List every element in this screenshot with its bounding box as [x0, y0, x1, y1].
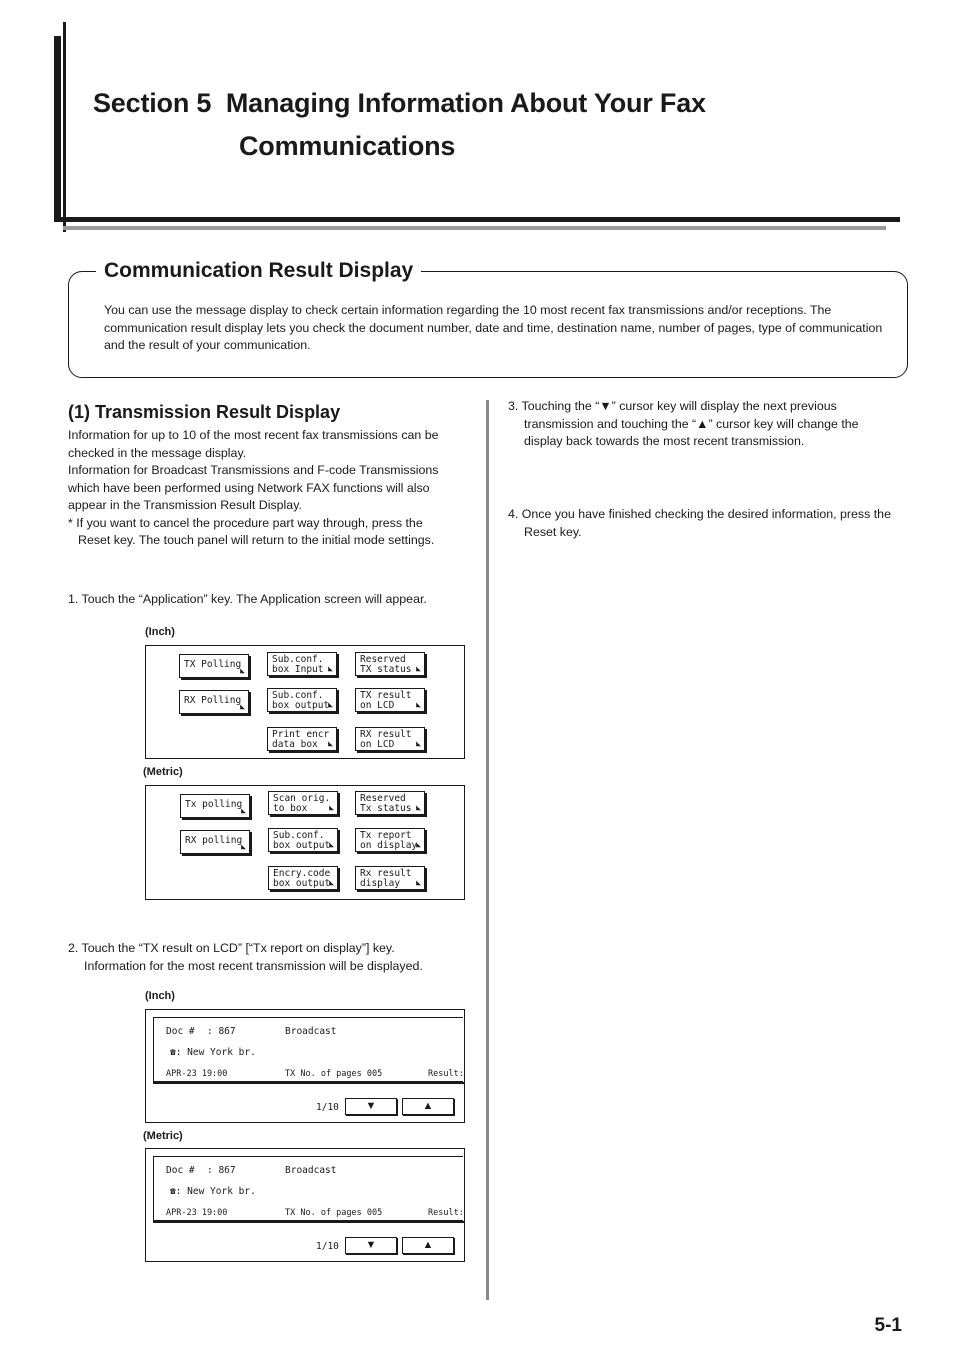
key-rx-polling-label: RX polling: [185, 835, 243, 846]
key-rx-polling[interactable]: [179, 690, 249, 714]
key-label-line2: box output: [272, 700, 330, 711]
section-title: [93, 82, 706, 168]
lcd-inch: [145, 1009, 465, 1123]
key-label-line2: to box: [273, 803, 308, 814]
lcd-date: APR-23 19:00: [166, 1208, 228, 1218]
key-sub-conf-box-input[interactable]: [267, 652, 337, 676]
key-label-line1: Reserved: [360, 793, 406, 804]
key-label-line1: Sub.conf.: [273, 830, 325, 841]
key-label-line1: Sub.conf.: [272, 654, 324, 665]
lcd-doc-number: : 867: [207, 1026, 236, 1037]
left-note-1: * If you want to cancel the procedure part way through, press the: [68, 515, 423, 530]
key-label-line1: TX result: [360, 690, 412, 701]
lcd-shadow: [153, 1221, 464, 1223]
header-rule-grey: [63, 226, 886, 230]
arrow-icon: ◣: [416, 700, 421, 709]
lcd-destination: [170, 1186, 256, 1197]
cursor-up-button[interactable]: [402, 1098, 454, 1115]
metric-key-panel: [145, 785, 465, 900]
key-reserved-tx-status-metric[interactable]: [355, 791, 425, 815]
lcd-result: Result:: [428, 1069, 464, 1079]
step-3-line3: display back towards the most recent transmission.: [524, 434, 805, 448]
lcd-shadow: [153, 1082, 464, 1084]
key-tx-result-on-lcd[interactable]: [355, 688, 425, 712]
arrow-icon: ◣: [240, 666, 245, 675]
lcd-page-count: 1/10: [316, 1241, 339, 1252]
label-metric-lcd: (Metric): [143, 1130, 183, 1142]
key-label-line2: Tx status: [360, 803, 412, 814]
label-inch-keys: (Inch): [145, 626, 175, 638]
step-3: [508, 398, 918, 451]
key-rx-polling-metric[interactable]: [180, 830, 250, 854]
key-tx-polling-metric[interactable]: [180, 794, 250, 818]
key-tx-polling-label: Tx polling: [185, 799, 243, 810]
step-4-line2: Reset key.: [524, 524, 582, 539]
key-label-line1: Print encr: [272, 729, 330, 740]
left-para-1: Information for up to 10 of the most recent fax transmissions can be checked in the message display.: [68, 428, 439, 460]
arrow-icon: ◣: [328, 739, 333, 748]
column-divider: [486, 400, 489, 1300]
key-label-line1: Tx report: [360, 830, 412, 841]
section-title-line2: Communications: [239, 131, 456, 161]
phone-icon: ☎: [170, 1047, 176, 1058]
arrow-icon: ◣: [416, 840, 421, 849]
key-label-line2: data box: [272, 739, 318, 750]
key-label-line2: box output: [273, 878, 331, 889]
lcd-result: Result:: [428, 1208, 464, 1218]
intro-box-text: You can use the message display to check certain information regarding the 10 most recent fax transmissions and/or receptions. The communication result display lets you check the document number, date and time, destination name, number of pages, type of communication and the result of your communication.: [104, 303, 883, 352]
lcd-comm-type: Broadcast: [285, 1026, 337, 1037]
step-4: [508, 506, 918, 541]
cursor-down-button[interactable]: [345, 1098, 397, 1115]
key-rx-result-on-lcd[interactable]: [355, 727, 425, 751]
key-rx-result-display[interactable]: [355, 866, 425, 890]
arrow-icon: ◣: [241, 842, 246, 851]
lcd-destination-text: : New York br.: [175, 1186, 256, 1197]
key-sub-conf-box-output-metric[interactable]: [268, 828, 338, 852]
arrow-icon: ◣: [240, 702, 245, 711]
key-print-encr-data-box[interactable]: [267, 727, 337, 751]
key-tx-polling[interactable]: [179, 654, 249, 678]
arrow-icon: ◣: [329, 840, 334, 849]
down-arrow-icon: ▼: [365, 1239, 377, 1251]
lcd-pages: TX No. of pages 005: [285, 1208, 383, 1218]
label-inch-lcd: (Inch): [145, 990, 175, 1002]
key-label-line1: Scan orig.: [273, 793, 331, 804]
arrow-icon: ◣: [328, 700, 333, 709]
arrow-icon: ◣: [416, 664, 421, 673]
up-arrow-icon: ▲: [422, 1100, 434, 1112]
section-title-line1: Section 5 Managing Information About Your Fax: [93, 88, 706, 118]
key-label-line1: Rx result: [360, 868, 412, 879]
lcd-page-count: 1/10: [316, 1102, 339, 1113]
header-bar-vertical: [54, 36, 61, 220]
step-2-line1: 2. Touch the “TX result on LCD” [“Tx report on display”] key.: [68, 941, 395, 955]
subsection-heading: (1) Transmission Result Display: [68, 402, 341, 422]
inch-key-panel: [145, 645, 465, 759]
key-label-line2: box output: [273, 840, 331, 851]
up-arrow-icon: ▲: [422, 1239, 434, 1251]
arrow-icon: ◣: [416, 878, 421, 887]
key-tx-polling-label: TX Polling: [184, 659, 242, 670]
cursor-up-button[interactable]: [402, 1237, 454, 1254]
arrow-icon: ◣: [329, 803, 334, 812]
key-label-line1: RX result: [360, 729, 412, 740]
key-encry-code-box-output[interactable]: [268, 866, 338, 890]
arrow-icon: ◣: [328, 664, 333, 673]
lcd-destination-text: : New York br.: [175, 1047, 256, 1058]
step-2-line2: Information for the most recent transmission will be displayed.: [84, 958, 423, 973]
key-sub-conf-box-output[interactable]: [267, 688, 337, 712]
key-label-line2: display: [360, 878, 401, 889]
step-2: [68, 940, 423, 975]
arrow-icon: ◣: [329, 878, 334, 887]
key-label-line2: on display: [360, 840, 418, 851]
key-label-line2: box Input: [272, 664, 324, 675]
key-label-line1: Reserved: [360, 654, 406, 665]
arrow-icon: ◣: [416, 739, 421, 748]
key-label-line1: Sub.conf.: [272, 690, 324, 701]
lcd-doc-label: Doc #: [166, 1165, 195, 1176]
step-3-line1: 3. Touching the “▼” cursor key will display the next previous: [508, 399, 837, 413]
header-rule: [54, 217, 900, 222]
left-intro: [68, 427, 468, 550]
step-4-line1: 4. Once you have finished checking the desired information, press the: [508, 507, 891, 521]
lcd-doc-label: Doc #: [166, 1026, 195, 1037]
key-tx-report-on-display[interactable]: [355, 828, 425, 852]
arrow-icon: ◣: [241, 806, 246, 815]
lcd-date: APR-23 19:00: [166, 1069, 228, 1079]
key-reserved-tx-status[interactable]: [355, 652, 425, 676]
down-arrow-icon: ▼: [365, 1100, 377, 1112]
key-label-line2: on LCD: [360, 700, 395, 711]
lcd-metric: [145, 1148, 465, 1262]
lcd-destination: [170, 1047, 256, 1058]
key-label-line2: on LCD: [360, 739, 395, 750]
left-para-2: Information for Broadcast Transmissions and F-code Transmissions which have been performed using Network FAX functions will also appear in the Transmission Result Display.: [68, 463, 439, 512]
key-label-line2: TX status: [360, 664, 412, 675]
key-label-line1: Encry.code: [273, 868, 331, 879]
intro-box-title: Communication Result Display: [96, 259, 421, 283]
key-rx-polling-label: RX Polling: [184, 695, 242, 706]
lcd-doc-number: : 867: [207, 1165, 236, 1176]
lcd-pages: TX No. of pages 005: [285, 1069, 383, 1079]
lcd-comm-type: Broadcast: [285, 1165, 337, 1176]
lcd-screen: [153, 1017, 463, 1082]
arrow-icon: ◣: [416, 803, 421, 812]
header-bar-vertical-thin: [63, 22, 66, 232]
key-scan-orig-to-box[interactable]: [268, 791, 338, 815]
step-3-line2: transmission and touching the “▲” cursor key will change the: [524, 416, 859, 431]
step-1: 1. Touch the “Application” key. The Application screen will appear.: [68, 592, 427, 606]
page-number: 5-1: [874, 1315, 902, 1336]
phone-icon: ☎: [170, 1186, 176, 1197]
cursor-down-button[interactable]: [345, 1237, 397, 1254]
left-note-2: Reset key. The touch panel will return to the initial mode settings.: [78, 533, 435, 547]
lcd-screen: [153, 1156, 463, 1221]
label-metric-keys: (Metric): [143, 766, 183, 778]
